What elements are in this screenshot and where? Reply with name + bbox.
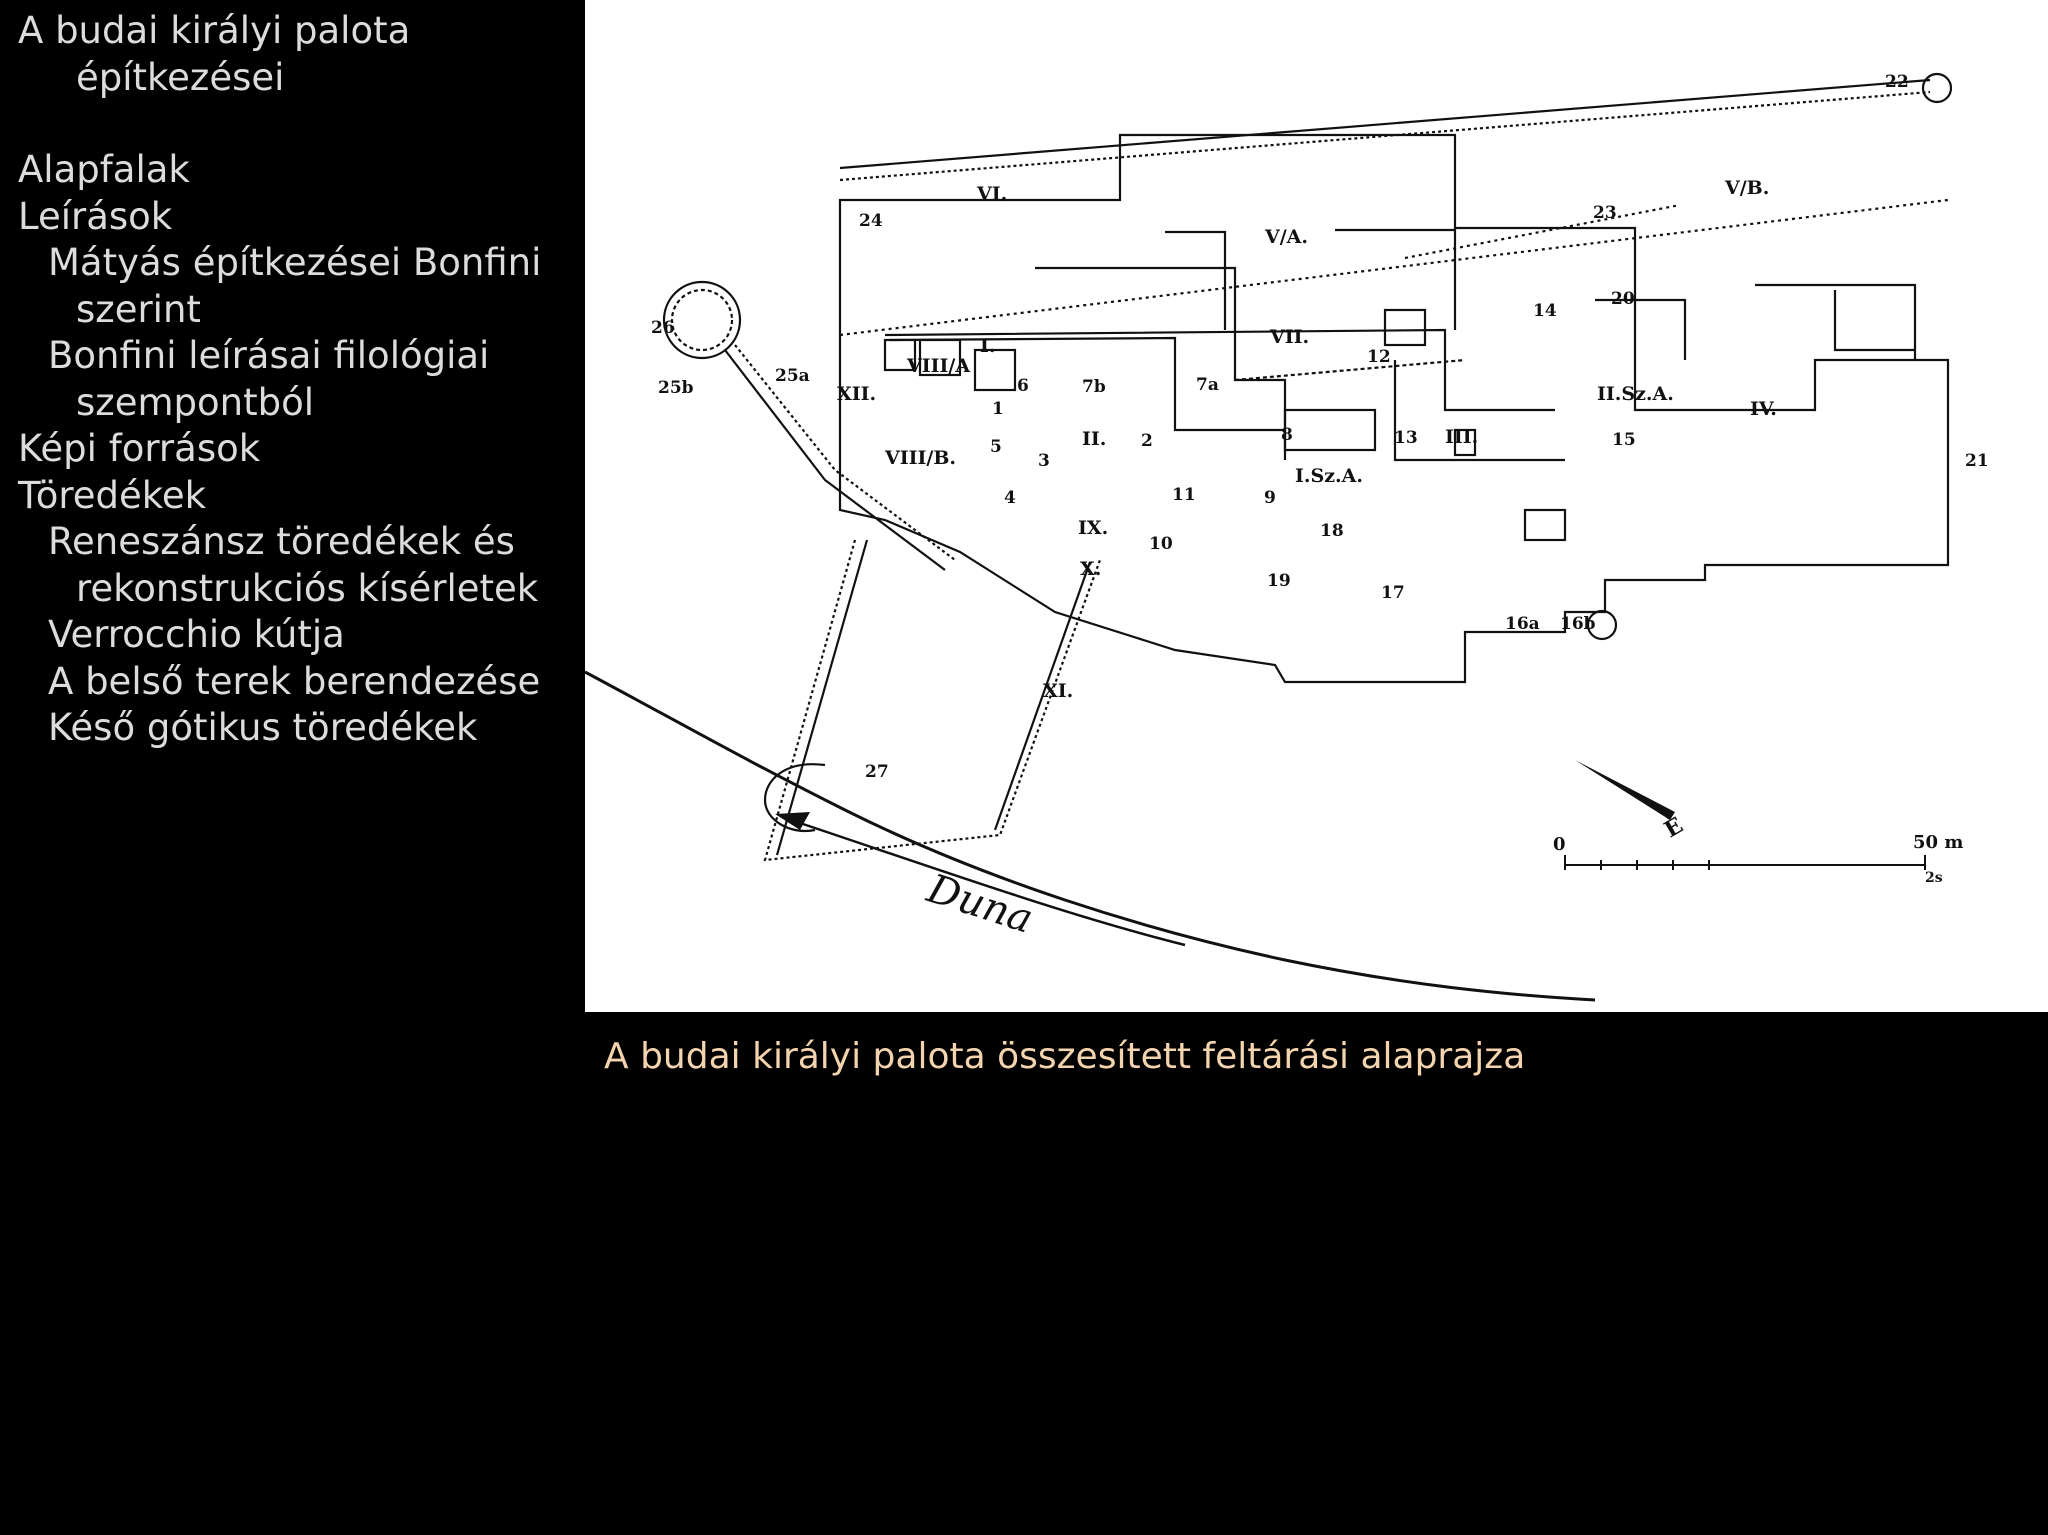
number-label: 18 [1320, 521, 1344, 541]
nav-item-verrocchio[interactable]: Verrocchio kútja [48, 613, 345, 656]
number-label: 23 [1593, 203, 1617, 223]
nav-item-bonfini-philology[interactable]: Bonfini leírásai filológiai [48, 334, 490, 377]
room-label: II. [1082, 428, 1107, 450]
room-label: II.Sz.A. [1597, 383, 1674, 405]
plan-walls [585, 74, 1951, 1000]
number-label: 10 [1149, 534, 1173, 554]
number-label: 25a [775, 366, 810, 386]
number-label: 4 [1004, 488, 1016, 508]
nav-item-bonfini-philology-cont[interactable]: szempontból [76, 380, 314, 424]
nav-title[interactable]: A budai királyi palota [18, 9, 411, 52]
number-label: 20 [1611, 289, 1635, 309]
nav-item-keso-gotikus[interactable]: Késő gótikus töredékek [48, 706, 478, 749]
room-label: XI. [1043, 680, 1074, 702]
room-label: IV. [1750, 398, 1777, 420]
nav-item-reneszansz-cont[interactable]: rekonstrukciós kísérletek [76, 566, 539, 610]
nav-item-leirasok[interactable]: Leírások [18, 194, 173, 238]
number-label: 3 [1038, 451, 1050, 471]
north-arrow-icon [1575, 760, 1675, 820]
outline-navigation [18, 8, 578, 752]
nav-item-kepi-forrasok[interactable]: Képi források [18, 427, 261, 470]
nav-item-alapfalak[interactable]: Alapfalak [18, 148, 190, 191]
number-label: 5 [990, 437, 1002, 457]
number-label: 12 [1367, 347, 1391, 367]
scale-zero-label: 0 [1553, 834, 1566, 855]
number-label: 17 [1381, 583, 1405, 603]
number-label: 15 [1612, 430, 1636, 450]
room-label: VIII/A [907, 355, 971, 377]
room-label: IX. [1078, 517, 1109, 539]
figure-caption: A budai királyi palota összesített feltárási alaprajza [604, 1036, 1526, 1077]
room-label: I.Sz.A. [1295, 465, 1363, 487]
river-label: Duna [921, 865, 1039, 943]
number-label: 16a [1505, 614, 1540, 634]
room-label: X. [1080, 558, 1102, 580]
nav-item-toredekek[interactable]: Töredékek [18, 473, 207, 517]
room-label: V/B. [1725, 177, 1770, 199]
palace-floor-plan [585, 0, 2048, 1012]
number-label: 27 [865, 762, 889, 782]
number-label: 26 [651, 318, 675, 338]
room-label: V/A. [1265, 226, 1309, 248]
number-label: 14 [1533, 301, 1557, 321]
nav-title-cont[interactable]: építkezései [76, 55, 285, 99]
number-label: 9 [1264, 488, 1276, 508]
room-label: I. [980, 335, 996, 357]
room-label: III. [1445, 426, 1479, 448]
number-label: 22 [1885, 72, 1909, 92]
number-label: 2 [1141, 431, 1153, 451]
number-label: 6 [1017, 376, 1029, 396]
number-label: 16b [1560, 614, 1596, 634]
scale-sub-label: 2s [1925, 870, 1943, 886]
room-label: VIII/B. [885, 447, 957, 469]
scale-bar [1565, 855, 1925, 870]
number-label: 19 [1267, 571, 1291, 591]
nav-item-reneszansz[interactable]: Reneszánsz töredékek és [48, 520, 515, 563]
room-label: XII. [837, 383, 877, 405]
nav-item-bonfini-building-cont[interactable]: szerint [76, 287, 201, 331]
number-labels [651, 72, 1989, 782]
nav-item-belso-terek[interactable]: A belső terek berendezése [48, 659, 541, 703]
room-label: VI. [977, 183, 1008, 205]
number-label: 8 [1281, 425, 1293, 445]
nav-item-bonfini-building[interactable]: Mátyás építkezései Bonfini [48, 241, 542, 284]
number-label: 24 [859, 211, 883, 231]
scale-end-label: 50 m [1913, 832, 1964, 853]
number-label: 21 [1965, 451, 1989, 471]
north-label: É [1660, 812, 1688, 844]
number-label: 7b [1082, 377, 1106, 397]
nav-spacer [18, 101, 578, 147]
room-label: VII. [1270, 326, 1310, 348]
number-label: 1 [992, 399, 1004, 419]
number-label: 13 [1394, 428, 1418, 448]
number-label: 25b [658, 378, 694, 398]
number-label: 7a [1196, 375, 1219, 395]
number-label: 11 [1172, 485, 1196, 505]
